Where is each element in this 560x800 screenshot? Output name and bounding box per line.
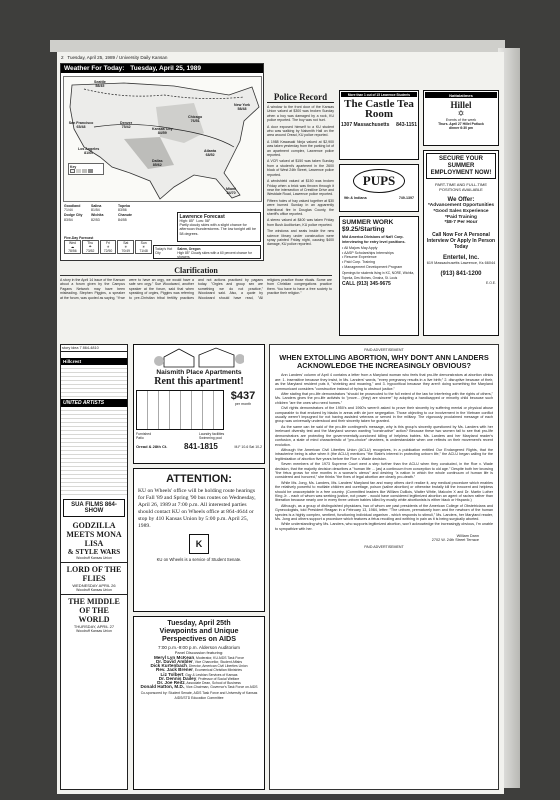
city-denver: Denver 75/42 xyxy=(120,121,133,129)
police-item: Fifteen holes of hay valued together at $30 were burned Sunday in an apparently intentional fire in Douglas County, the sheriff's office reported. xyxy=(267,198,334,216)
paid-ad-label: PAID ADVERTISEMENT xyxy=(364,348,404,352)
aids-panel-label: Panel Discussion featuring: xyxy=(174,649,224,655)
hillel-events-label: Events of the week xyxy=(445,118,477,122)
city-new-york: New York 58/48 xyxy=(234,103,251,111)
police-item: A window to the front door of the Kansas Union valued at $300 was broken Sunday when a boy was damaged by a rock, KU police reported. The boy was not hurt. xyxy=(267,105,334,123)
summer-footer: Openings for students living in KC, NORE, Wichita, Topeka, Des Moines, Omaha, St. Louis xyxy=(342,271,415,280)
pups-phone: 749-1397 xyxy=(398,196,414,200)
ku-on-wheels-logo-icon: K xyxy=(189,534,209,554)
sun-icon: ☀ xyxy=(106,245,110,249)
pups-logo-icon: PUPS xyxy=(353,169,405,193)
forecast-day: Wed ☁ 78/56 xyxy=(64,240,81,254)
police-item: A windshield valued at $150 was broken Friday when a brick was thrown through it near the intersection of Crestline Drive and Westdale Road, Lawrence police reported. xyxy=(267,179,334,197)
sua-film-2: LORD OF THE FLIES WEDNESDAY APRIL 26 Woodruff Kansas Union xyxy=(61,563,127,595)
entertel-company: Entertel, Inc. xyxy=(442,255,479,262)
city-seattle: Seattle 58/45 xyxy=(94,80,106,88)
paid-ad-paragraph: While understanding why Ms. Landers, who supports legitimized abortion, won't acknowledge the increasingly obvious, I'm unable to sympathize with her. xyxy=(275,522,493,531)
castle-address: 1307 Massachusetts xyxy=(341,122,390,128)
five-day-forecast: Five-Day Forecast Wed ☁ 78/56 Thu ☂ 73/52 Fri ☀ 72/50 Sat ☀ 70/49 Sun ☀ 71/48 xyxy=(64,236,152,259)
castle-phone: 843-1151 xyxy=(396,122,417,128)
kansas-goodland: Goodland 71/44 xyxy=(64,204,81,213)
city-atlanta: Atlanta 68/52 xyxy=(204,149,217,157)
hillel-logo-icon: ✡ xyxy=(457,109,465,118)
summer-bullet: • Paid Corp. Training xyxy=(342,259,376,264)
movie-times-block-1 xyxy=(61,365,127,399)
pups-ad xyxy=(339,164,419,212)
naismith-title: Naismith Place Apartments xyxy=(156,369,242,376)
entertel-headline: SECURE YOUR SUMMER EMPLOYMENT NOW! xyxy=(426,153,496,179)
castle-band: More than 1 out of 15 Lawrence Students xyxy=(341,92,417,97)
summer-pay: $9.25/Starting xyxy=(342,226,385,233)
hillel-event: Thurs. April 27 Hillel Potluck dinner 6:30 pm xyxy=(438,122,484,131)
movie-times-block-2 xyxy=(61,407,127,497)
weather-title-bar xyxy=(61,64,263,73)
city-miami: Miami 84/70 xyxy=(226,187,237,195)
summer-bullet: • Management Development Program xyxy=(342,264,403,269)
aids-time: 7:00 p.m.-9:00 p.m. Alderson Auditorium xyxy=(158,644,240,650)
clarification-title: Clarification xyxy=(60,266,332,276)
entertel-offer-title: We Offer: xyxy=(447,196,475,203)
aids-title: Viewpoints and Unique Perspectives on AIDS xyxy=(159,626,239,644)
aids-panel: Meryl Lyn McKean, Moderator, KU AIDS Task Force Dr. David Ambler, Vice Chancellor, Student Affairs Dick Kurtenbach, Director, American Civil Liberties Union Rev. Jack Brener, Ecumenical Christian Ministries Liz Tolbert, Gay & Lesbian Services of Kansas Dr. Dennis Dailey, Professor of Social Welfare Dr. Joe Reitz, Associate Dean, School of Business Donald Hatton, M.D., Vice-Chairman, Governor's Task Force on AIDS xyxy=(140,654,258,690)
aids-event-ad xyxy=(133,616,265,790)
page-number: 2 xyxy=(61,55,64,60)
attention-ad xyxy=(133,468,265,612)
hillel-ad xyxy=(423,90,499,146)
naismith-price-note: per month xyxy=(234,402,252,406)
hot-city-box: Today's Hot City Salem, Oregon High 85° Cloudy skies with a 60 percent chance for showers. xyxy=(153,245,261,259)
naismith-ad xyxy=(133,344,265,464)
castle-name: The Castle Tea Room xyxy=(344,98,414,120)
weather-section xyxy=(60,63,264,261)
pups-address: 9th & Indiana xyxy=(344,196,367,200)
paid-ad-paragraph: Civil rights demonstrators of the 1950's and 1960's weren't asked to prove their sincerity by suffering mental or physical abuse comparable to that endured by blacks in areas with de jure segregation. Those objecting to our involvement in the Vietnam conflict usually weren't impugned for not having assisted veterans or served in the military. The vigorously proclaimed message of each group was universally understood and their sincerity taken for granted. xyxy=(275,406,493,424)
running-header xyxy=(61,55,167,60)
paid-ad-signature-name: William Dann xyxy=(456,534,479,539)
city-los-angeles: Los Angeles 81/60 xyxy=(78,147,100,155)
entertel-call: Call Now For A Personal Interview Or Apply In Person Today xyxy=(426,232,496,251)
hillel-band: Nattalatimes xyxy=(425,92,497,98)
police-record-title: Police Record xyxy=(267,92,334,103)
summer-work-ad xyxy=(339,216,419,336)
aids-date: Tuesday, April 25th xyxy=(167,620,231,627)
naismith-address: Oread & 28th Ct. xyxy=(136,444,168,449)
entertel-ad xyxy=(423,150,499,336)
paid-ad-body xyxy=(275,373,493,531)
paid-ad-footer-label: PAID ADVERTISEMENT xyxy=(364,545,404,550)
paid-ad-paragraph: Although the American Civil Liberties Union (ACLU) recognizes, in a publication entitled Our Endangered Rights, that the intrauterine being is alive when it (the ACLU) mentions "the State's interest in protecting unborn life," the ACLU began calling for the legitimization of abortion five years before the Roe v. Wade decision. xyxy=(275,447,493,461)
summer-bullet: • All Majors May Apply xyxy=(342,246,378,251)
paid-ad-headline: WHEN EXTOLLING ABORTION, WHY DON'T ANN LANDERS ACKNOWLEDGE THE INCREASINGLY OBVIOUS? xyxy=(279,353,489,371)
police-item: A door exposed himself to a KU student who was walking by Naismith Hall on the area around Oread, KU police reported. xyxy=(267,124,334,138)
castle-tea-room-ad xyxy=(339,90,419,160)
summer-bullet: • AASP Scholarships Internships xyxy=(342,250,394,255)
police-record-items xyxy=(267,105,334,247)
attention-title: ATTENTION: xyxy=(166,473,232,485)
police-item: The windows and seats inside the new science library under construction were spray painted Friday night, causing $400 damage, KU police reported. xyxy=(267,229,334,247)
aids-sponsor: Co-sponsored by: Student Senate, AIDS Task Force and University of Kansas AIDS/STD Education Committee xyxy=(140,691,258,700)
newspaper-page xyxy=(57,52,504,794)
kansas-city-temps xyxy=(64,204,142,234)
movie-listings xyxy=(60,344,128,790)
police-item: A 1988 Kawasaki Ninja valued at $2,900 was taken yesterday from the parking lot of an apartment complex, Lawrence police reported. xyxy=(267,139,334,158)
paid-ad-paragraph: After stating that pro-life demonstrators "should be prosecuted to the full extent of the law for interfering with the rights of others," Ms. Landers gives the pro-life activists to "prove... (they) are sincere" by adopting a handicapped or minority child because such children "are the ones who need homes." xyxy=(275,392,493,405)
floorplan-illustration xyxy=(136,390,224,430)
lawrence-forecast: Lawrence Forecast High: 85° Low: 58° Partly cloudy skies with a slight chance for afternoon thunderstorms. The low tonight will be 58 degrees. xyxy=(177,212,261,242)
weather-title: Weather For Today: xyxy=(64,65,125,72)
forecast-day: Sat ☀ 70/49 xyxy=(117,240,134,254)
city-dallas: Dallas 85/62 xyxy=(152,159,163,167)
sua-film-1: GODZILLA MEETS MONA LISA & STYLE WARS Woodruff Kansas Union xyxy=(61,519,127,563)
header-line: Tuesday, April 25, 1989 / University Daily Kansan xyxy=(67,55,168,60)
paid-advertisement xyxy=(269,344,499,790)
forecast-day: Fri ☀ 72/50 xyxy=(100,240,117,254)
paid-ad-paragraph: Although, as a group of distinguished physicians, two of whom are past presidents of the American College of Obstetricians and Gynecologists, told President Reagan in a February 13, 1984, letter: "The unborn, prematurely born and the newborn of the human species is a highly complex, sentient, functioning individual organism - which responds to stimuli," Ms. Landers, her Maryland reader, Ms. Jong and others support a procedure which features a fetus recoiling and writhing in pain as it is being surgically aborted. xyxy=(275,503,493,521)
kansas-topeka: Topeka 83/56 xyxy=(118,204,130,213)
sua-film-3: THE MIDDLE OF THE WORLD THURSDAY, APRIL 27 Woodruff Kansas Union xyxy=(68,597,120,633)
entertel-address: 619 Massachusetts Lawrence, Ks 66044 xyxy=(426,261,496,266)
summer-phone: CALL (913) 345-9675 xyxy=(342,281,391,288)
us-map-outline-icon xyxy=(64,77,263,203)
entertel-phone: (913) 841-1200 xyxy=(440,270,482,277)
naismith-phone: 841-1815 xyxy=(184,442,218,451)
map-key: Key xyxy=(68,163,104,175)
summer-company: Mid America Divisions of Nat'l Corp. interviewing for entry level positions. xyxy=(342,235,406,244)
entertel-sub: PART-TIME AND FULL-TIME POSITIONS AVAILABLE xyxy=(434,182,488,193)
police-item: A VCR valued at $150 was taken Sunday from a student's apartment in the 2600 block of West 24th Street, Lawrence police reported. xyxy=(267,159,334,177)
kansas-salina: Salina 81/54 xyxy=(91,204,102,213)
weather-date: Tuesday, April 25, 1989 xyxy=(130,65,201,72)
kansas-chanute: Chanute 84/55 xyxy=(118,213,132,222)
entertel-offers: *Advancement Opportunities *Good Sales Experience *Paid Training *$8-7 Per Hour xyxy=(427,202,495,226)
paid-ad-signature-address: 2702 W. 24th Street Terrace xyxy=(431,538,479,543)
paid-ad-paragraph: While Ms. Jong, Ms. Landers, Ms. Landers' Maryland fan and many others don't realize it, any medical procedure which enables the relatively powerful to mutilate children and curettage, poison (saline abortion) or otherwise brutally kill the innocent and helpless should be unacceptable in a free country. (Committed leaders like William DuBois, Walter White, Malcolm X and Dr. Martin Luther King Jr. - each of whom was seeking justice, not power - would have considered legitimized abortion an agent of racism rather than liberation because nearly one in every three unborn babies killed by mostly white abortionists is either black or Hispanic.) xyxy=(275,480,493,503)
cloud-icon: ☁ xyxy=(70,245,75,249)
paid-ad-paragraph: Seven members of the 1973 Supreme Court went a step further than the ACLU when they concluded, in the Roe v. Wade decision, that the majority decision describes a "human life ... (as) a continuum from conception to old age." Despite both her knowing "the fetus grows for nine months in a woman's uterus" and desiring "a nation in which the whole continuum of human life is considered and honored," she thinks "the fixes of legal abortion are clearly pro-death." xyxy=(275,462,493,480)
summer-bullets xyxy=(342,246,416,269)
page-edge-top xyxy=(50,40,505,52)
sun-icon: ☀ xyxy=(124,245,128,249)
city-san-francisco: San Francisco 65/48 xyxy=(68,121,94,129)
house-illustration-icon xyxy=(136,347,262,369)
hillcrest-band: Hillcrest xyxy=(61,358,127,365)
sua-logo: SUA FILMS 864-SHOW xyxy=(63,499,125,517)
entertel-eoe: E.O.E. xyxy=(486,280,496,285)
summer-title: SUMMER WORK xyxy=(342,219,394,226)
paid-ad-paragraph: As the same can be said of the pro-life contingent's message, why is this group's sincerity questioned by Ms. Landers with her irrelevant diversity test and the Maryland woman wanting "constructive" action? Because these two women fail to see that pro-life demonstrators are protecting the governmentally-condoned killing of helpless babies. Ms. Landers and her Maryland reader's confusion, a state of mind characteristic of "pro-choice" devotees, is understandable when one reflects on their movement's recent evolution. xyxy=(275,424,493,447)
clarification-text: A story in the April 14 issue of the Kansan about a forum given by the Campus Pagans Network may have been misleading. Stephen Piggins, a speaker at the forum, was quoted as saying, "If we were to have an orgy, we would have a safe sex orgy." Sue Woodward, another speaker at the forum, said that when speaking of orgies, Piggins was referring to pre-Christian tribal fertility practices and not actions practiced by pagans today. "Orgies and group sex are something we do not practice," Woodward said. Also, a quote by Woodward should have read, "All religions practice those rituals. Some are from Christian congregations practice them. You have to have a free society to practice their religion." xyxy=(60,278,332,300)
naismith-hours: M-F 10-6 Sat 10-2 xyxy=(234,444,262,449)
movie-header: story idea 7 864-4810 xyxy=(61,345,127,352)
naismith-price: $437 xyxy=(230,390,256,402)
attention-text: KU on Wheels' office will be holding route hearings for Fall '89 and Spring '90 bus routes on Wednesday, April 26, 1989 at 7:00 p.m. All interested parties should contact KU on Wheels office at 864-4644 or stop by 410 Kansas Union by 5:00 p.m. April 25, 1989. xyxy=(138,488,256,529)
hillel-name: Hillel xyxy=(450,100,472,110)
kansas-dodge-city: Dodge City 83/54 xyxy=(64,213,83,222)
summer-bullet: • Resume Experience xyxy=(342,255,377,260)
police-item: A stereo valued at $400 was taken Friday from Bush Auditorium, KU police reported. xyxy=(267,218,334,227)
forecast-day: Sun ☀ 71/48 xyxy=(135,240,152,254)
united-artists-band: UNITED ARTISTS xyxy=(61,399,127,407)
sun-icon: ☀ xyxy=(142,245,146,249)
paid-ad-paragraph: Ann Landers' column of April 4 contains a letter from a Maryland woman who feels that pro-life demonstrators at abortion clinics are: 1. insensitive because they insist, in Ms. Landers' words, "every pregnancy results in a live birth;" 2. disruptive because of their, as the Maryland resident puts it, "shrieking and moaning," and 3. hypocritical because they aren't doing something the Maryland communicant considers "constructive instead of trying to obstruct justice." xyxy=(275,373,493,391)
clarification xyxy=(60,266,332,338)
naismith-subtitle: Rent this apartment! xyxy=(154,376,244,387)
rain-icon: ☂ xyxy=(88,245,92,249)
forecast-day: Thu ☂ 73/52 xyxy=(82,240,99,254)
naismith-features: Furnished Laundry facilities Patio Swimming pool xyxy=(136,432,225,440)
attention-footer: KU on Wheels is a service of Student Senate. xyxy=(156,557,242,562)
city-kansas-city: Kansas City 84/59 xyxy=(152,127,173,135)
us-weather-map xyxy=(63,76,262,202)
kansas-wichita: Wichita 82/53 xyxy=(91,213,104,222)
city-chicago: Chicago 76/51 xyxy=(188,115,203,123)
